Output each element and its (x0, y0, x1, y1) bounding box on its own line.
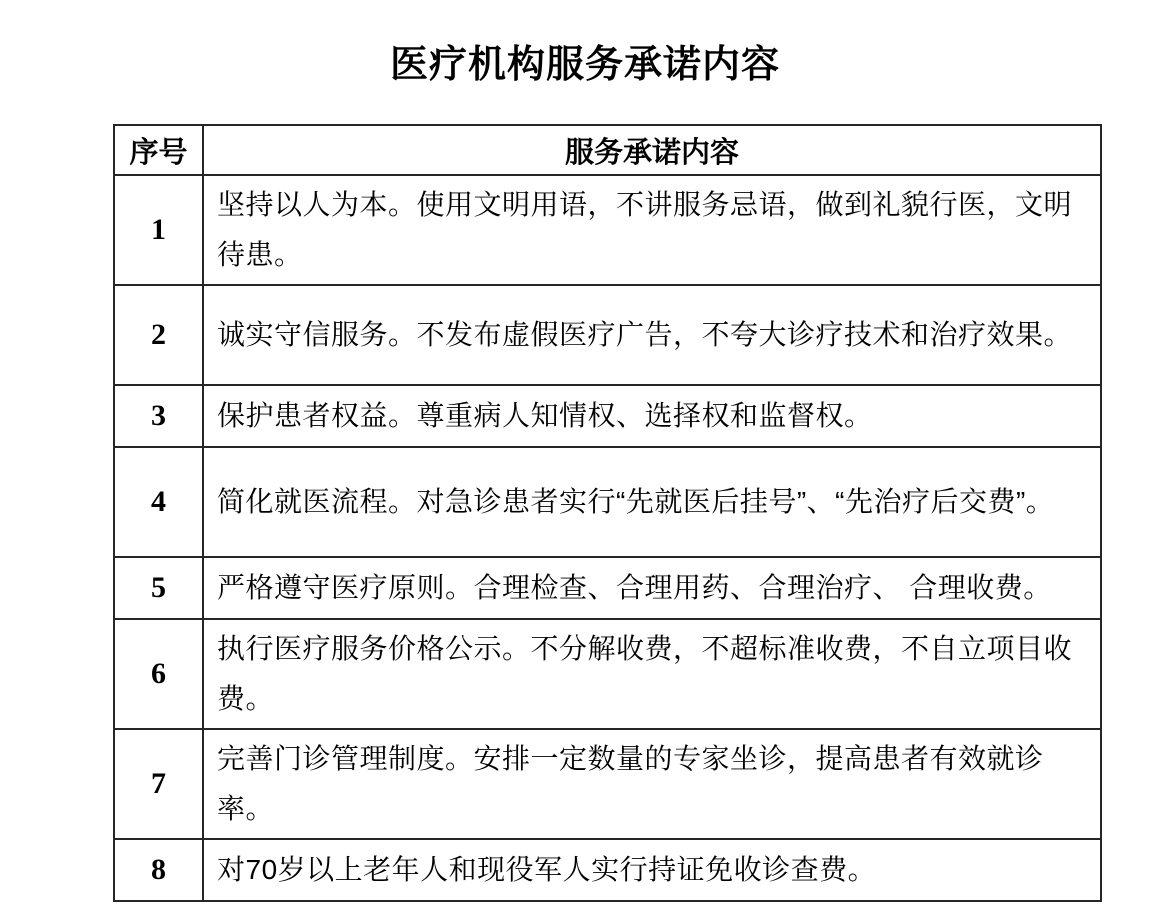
table-row (114, 729, 1101, 839)
row-number: 4 (114, 447, 203, 557)
table-row (114, 447, 1101, 557)
table-row (114, 285, 1101, 385)
row-number: 6 (114, 619, 203, 729)
row-content: 坚持以人为本。使用文明用语，不讲服务忌语，做到礼貌行医，文明待患。 (203, 175, 1101, 285)
row-number: 2 (114, 285, 203, 385)
row-number: 1 (114, 175, 203, 285)
column-header-serial-no: 序号 (114, 125, 203, 175)
row-number: 8 (114, 839, 203, 901)
row-number: 3 (114, 385, 203, 447)
row-content: 保护患者权益。尊重病人知情权、选择权和监督权。 (203, 385, 1101, 447)
row-content: 执行医疗服务价格公示。不分解收费，不超标准收费，不自立项目收费。 (203, 619, 1101, 729)
row-content: 简化就医流程。对急诊患者实行“先就医后挂号”、“先治疗后交费”。 (203, 447, 1101, 557)
table-row (114, 385, 1101, 447)
column-header-commitment-content: 服务承诺内容 (203, 125, 1101, 175)
row-content: 严格遵守医疗原则。合理检查、合理用药、合理治疗、 合理收费。 (203, 557, 1101, 619)
commitments-table (113, 124, 1102, 902)
row-number: 7 (114, 729, 203, 839)
row-number: 5 (114, 557, 203, 619)
row-content: 对70岁以上老年人和现役军人实行持证免收诊查费。 (203, 839, 1101, 901)
page-title: 医疗机构服务承诺内容 (389, 44, 780, 86)
row-content: 诚实守信服务。不发布虚假医疗广告，不夸大诊疗技术和治疗效果。 (203, 285, 1101, 385)
table-row (114, 557, 1101, 619)
table-row (114, 839, 1101, 901)
row-content: 完善门诊管理制度。安排一定数量的专家坐诊，提高患者有效就诊率。 (203, 729, 1101, 839)
table-row (114, 175, 1101, 285)
table-row (114, 619, 1101, 729)
table-header-row (114, 125, 1101, 175)
